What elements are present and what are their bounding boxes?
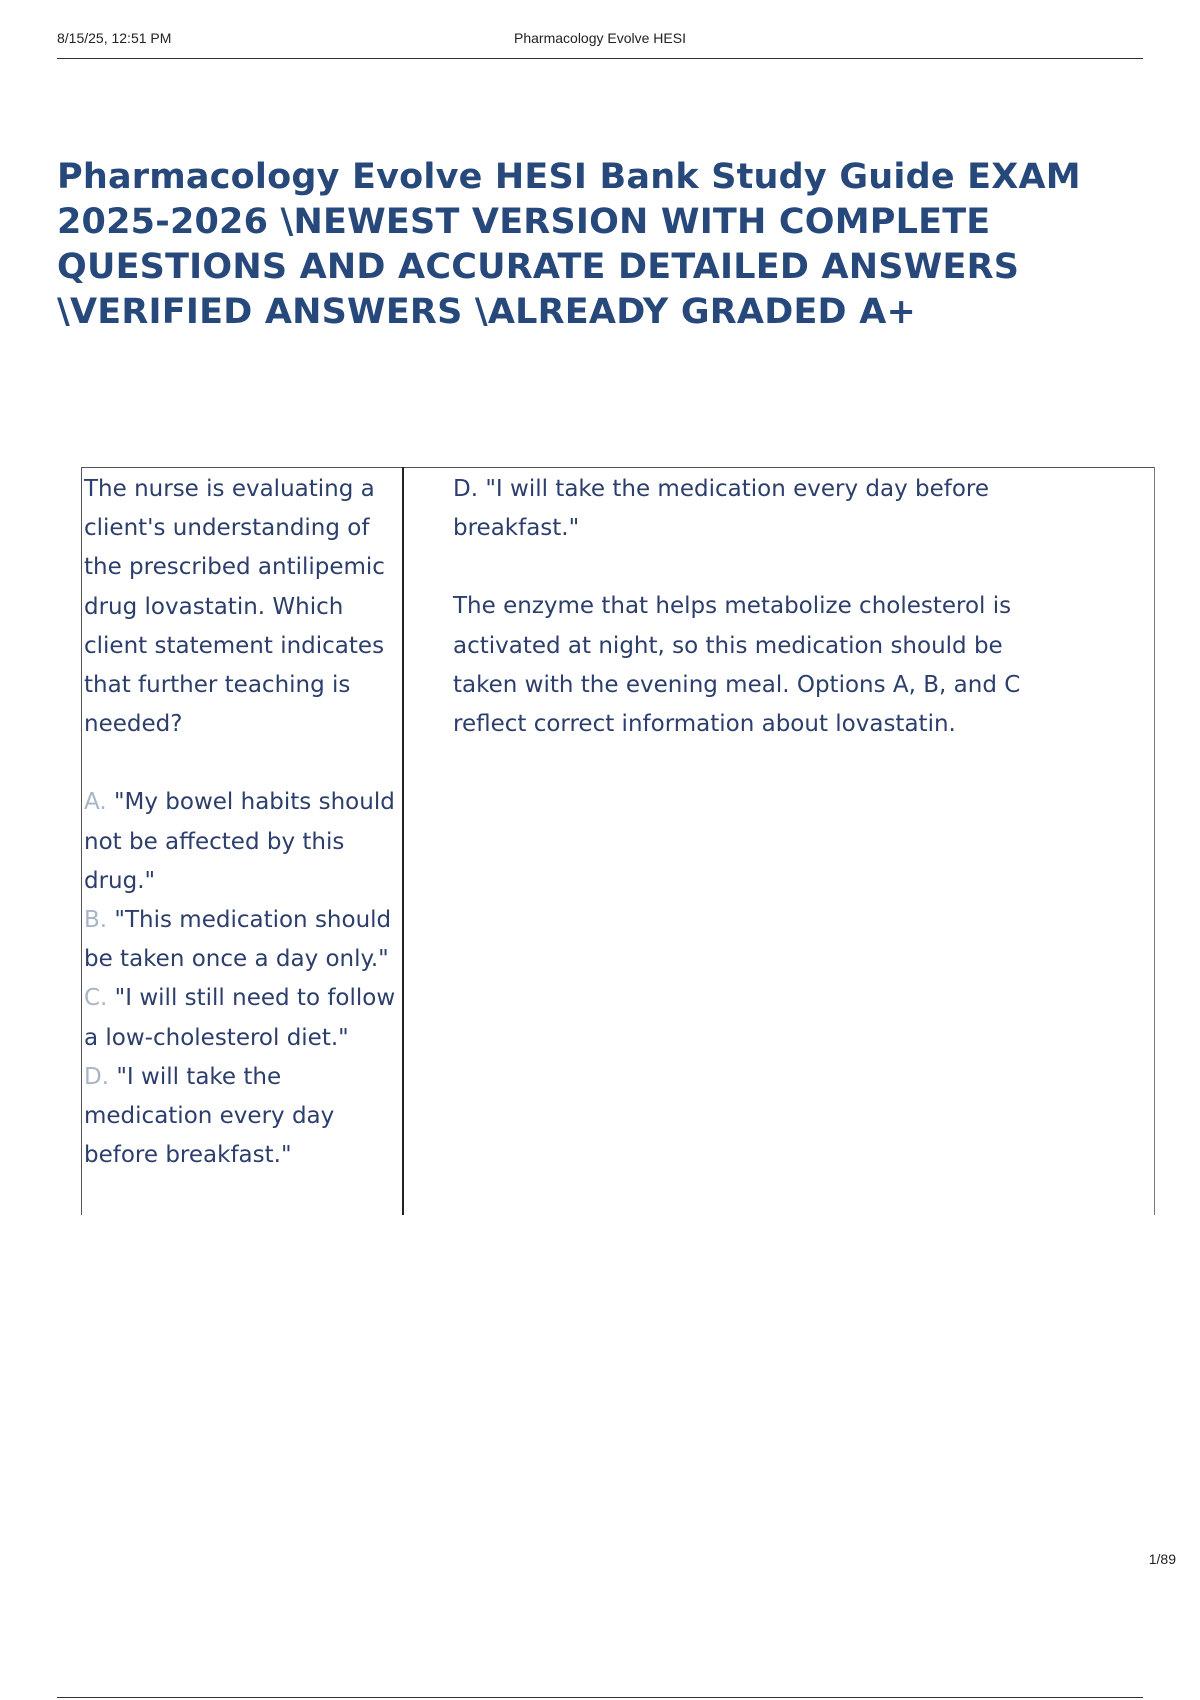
footer-divider bbox=[57, 1697, 1143, 1698]
option-b-text: "This medication should be taken once a day only." bbox=[84, 907, 392, 973]
option-c-text: "I will still need to follow a low-cholesterol diet." bbox=[84, 985, 396, 1051]
question-answer-table bbox=[81, 467, 1155, 1215]
page-number: 1/89 bbox=[1148, 1551, 1176, 1567]
option-d-letter: D. bbox=[84, 1063, 110, 1090]
option-b-letter: B. bbox=[84, 907, 108, 934]
option-a-text: "My bowel habits should not be affected by this drug." bbox=[84, 789, 395, 894]
answer-cell bbox=[403, 468, 1155, 1216]
option-a bbox=[84, 783, 402, 901]
answer-choice: D. "I will take the medication every day before breakfast." bbox=[453, 476, 990, 542]
question-stem: The nurse is evaluating a client's understanding of the prescribed antilipemic drug lovastatin. Which client statement indicates that further teaching is needed? bbox=[84, 476, 385, 738]
option-d-text: "I will take the medication every day before breakfast." bbox=[84, 1063, 335, 1169]
option-c-letter: C. bbox=[84, 985, 108, 1012]
document-title: Pharmacology Evolve HESI Bank Study Guide EXAM 2025-2026 \NEWEST VERSION WITH COMPLETE QUESTIONS AND ACCURATE DETAILED ANSWERS \VERIFIED ANSWERS \ALREADY GRADED A+ bbox=[57, 157, 1081, 332]
table-row bbox=[82, 468, 1155, 1216]
option-b bbox=[84, 901, 402, 979]
print-datetime: 8/15/25, 12:51 PM bbox=[57, 30, 172, 46]
option-c bbox=[84, 979, 402, 1057]
option-a-letter: A. bbox=[84, 789, 107, 816]
option-d bbox=[84, 1058, 402, 1176]
question-cell bbox=[82, 468, 404, 1216]
page-header bbox=[57, 26, 1143, 59]
header-title: Pharmacology Evolve HESI bbox=[514, 30, 686, 46]
answer-rationale: The enzyme that helps metabolize cholesterol is activated at night, so this medication should be taken with the evening meal. Options A, B, and C reflect correct information about lovastatin. bbox=[453, 593, 1021, 738]
